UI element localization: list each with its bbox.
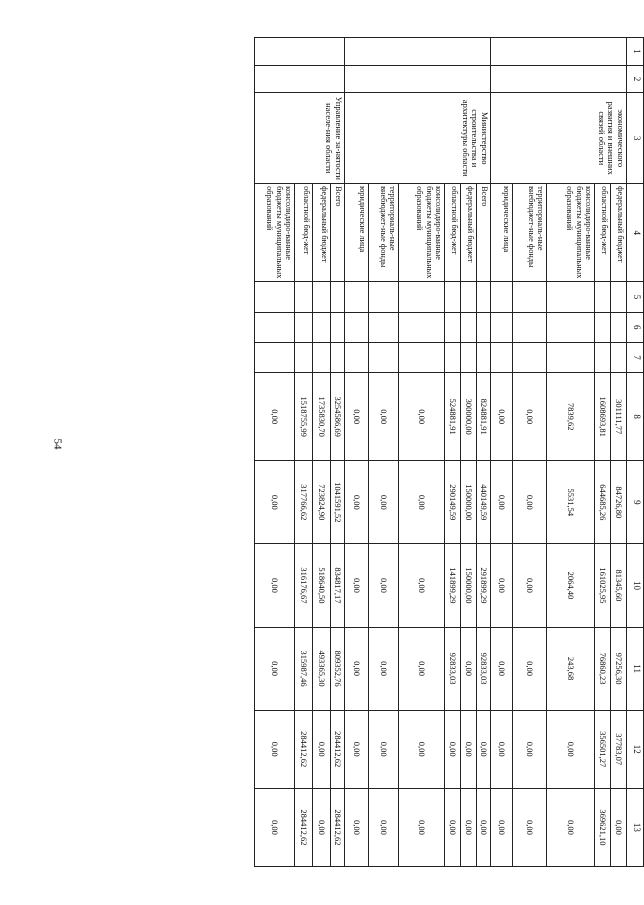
col6-cell [295,312,313,342]
col5-cell [461,282,477,312]
amount-cell: 92833,03 [445,627,461,710]
amount-cell: 0,00 [255,710,295,788]
col6-cell [331,312,345,342]
amount-cell: 0,00 [255,544,295,627]
funding-source-cell: юридические лица [345,184,369,282]
col6-cell [595,312,611,342]
amount-cell: 301111,77 [611,373,627,461]
amount-cell: 0,00 [399,710,445,788]
amount-cell: 824881,91 [477,373,491,461]
funding-source-cell: консолидиро-ванные бюджеты муниципальных образований [399,184,445,282]
amount-cell: 0,00 [399,373,445,461]
column-number-cell: 12 [627,710,644,788]
col5-cell [611,282,627,312]
amount-cell: 0,00 [313,710,331,788]
col2-cell [255,65,345,93]
col6-cell [345,312,369,342]
col5-cell [331,282,345,312]
amount-cell: 0,00 [255,461,295,544]
column-number-cell: 5 [627,282,644,312]
col7-cell [513,342,547,372]
col6-cell [513,312,547,342]
amount-cell: 0,00 [491,373,513,461]
col7-cell [445,342,461,372]
col7-cell [491,342,513,372]
amount-cell: 493365,30 [313,627,331,710]
amount-cell: 0,00 [313,788,331,866]
col7-cell [461,342,477,372]
col7-cell [595,342,611,372]
funding-source-cell: областной бюд-жет [295,184,313,282]
col6-cell [313,312,331,342]
column-number-cell: 7 [627,342,644,372]
amount-cell: 0,00 [255,373,295,461]
column-number-cell: 10 [627,544,644,627]
col7-cell [345,342,369,372]
amount-cell: 356501,27 [595,710,611,788]
amount-cell: 291899,29 [477,544,491,627]
col5-cell [399,282,445,312]
col5-cell [255,282,295,312]
col2-cell [491,65,627,93]
rotated-sheet [112,37,644,867]
col5-cell [345,282,369,312]
col7-cell [399,342,445,372]
col5-cell [513,282,547,312]
amount-cell: 0,00 [513,710,547,788]
col6-cell [547,312,595,342]
amount-cell: 0,00 [369,461,399,544]
org-name-cell: экономического развития и внешних связей области [491,93,627,184]
funding-source-cell: федеральный бюджет [611,184,627,282]
amount-cell: 0,00 [461,627,477,710]
col5-cell [369,282,399,312]
col1-cell [491,38,627,66]
amount-cell: 0,00 [513,544,547,627]
funding-source-cell: территориаль-ные внебюджет-ные фонды [513,184,547,282]
amount-cell: 0,00 [399,788,445,866]
amount-cell: 315987,46 [295,627,313,710]
amount-cell: 0,00 [461,788,477,866]
funding-source-cell: федеральный бюджет [313,184,331,282]
amount-cell: 284412,62 [295,788,313,866]
column-number-row [627,38,644,867]
amount-cell: 0,00 [491,544,513,627]
amount-cell: 161025,95 [595,544,611,627]
amount-cell: 284412,62 [295,710,313,788]
amount-cell: 300000,00 [461,373,477,461]
amount-cell: 1041591,52 [331,461,345,544]
table-row [331,38,345,867]
column-number-cell: 8 [627,373,644,461]
amount-cell: 141899,29 [445,544,461,627]
col7-cell [547,342,595,372]
amount-cell: 1608693,81 [595,373,611,461]
amount-cell: 0,00 [369,544,399,627]
col6-cell [445,312,461,342]
amount-cell: 0,00 [445,710,461,788]
table-rotation-frame [112,37,644,867]
amount-cell: 0,00 [399,544,445,627]
amount-cell: 0,00 [461,710,477,788]
org-name-cell: Управление за-нятости населе-ния области [255,93,345,184]
col7-cell [611,342,627,372]
column-number-cell: 3 [627,93,644,184]
amount-cell: 150000,00 [461,461,477,544]
column-number-cell: 9 [627,461,644,544]
amount-cell: 0,00 [399,627,445,710]
table-row [477,38,491,867]
org-name-cell: Министерство строительства и архитектуры области [345,93,491,184]
amount-cell: 3254586,69 [331,373,345,461]
funding-source-cell: федеральный бюджет [461,184,477,282]
amount-cell: 0,00 [345,788,369,866]
col6-cell [491,312,513,342]
col6-cell [461,312,477,342]
column-number-cell: 2 [627,65,644,93]
amount-cell: 97256,30 [611,627,627,710]
col7-cell [477,342,491,372]
column-number-cell: 13 [627,788,644,866]
amount-cell: 0,00 [369,788,399,866]
budget-table [254,37,644,867]
funding-source-cell: консолидиро-ванные бюджеты муниципальных образований [255,184,295,282]
amount-cell: 243,68 [547,627,595,710]
amount-cell: 0,00 [345,710,369,788]
amount-cell: 0,00 [477,788,491,866]
amount-cell: 0,00 [513,788,547,866]
amount-cell: 0,00 [491,788,513,866]
col6-cell [369,312,399,342]
amount-cell: 7839,62 [547,373,595,461]
table-row [611,38,627,867]
amount-cell: 0,00 [547,788,595,866]
col5-cell [445,282,461,312]
amount-cell: 5531,54 [547,461,595,544]
column-number-cell: 11 [627,627,644,710]
col5-cell [491,282,513,312]
amount-cell: 150000,00 [461,544,477,627]
amount-cell: 524881,91 [445,373,461,461]
amount-cell: 0,00 [513,373,547,461]
amount-cell: 723824,90 [313,461,331,544]
amount-cell: 0,00 [345,373,369,461]
column-number-cell: 4 [627,184,644,282]
col1-cell [345,38,491,66]
col5-cell [313,282,331,312]
amount-cell: 0,00 [513,461,547,544]
amount-cell: 0,00 [369,373,399,461]
amount-cell: 518640,50 [313,544,331,627]
col7-cell [331,342,345,372]
col5-cell [477,282,491,312]
funding-source-cell: юридические лица [491,184,513,282]
col6-cell [611,312,627,342]
amount-cell: 2064,40 [547,544,595,627]
amount-cell: 0,00 [369,627,399,710]
amount-cell: 440149,59 [477,461,491,544]
funding-source-cell: областной бюд-жет [595,184,611,282]
amount-cell: 0,00 [491,461,513,544]
col5-cell [295,282,313,312]
col7-cell [369,342,399,372]
table-body [255,38,644,867]
amount-cell: 316176,67 [295,544,313,627]
col7-cell [313,342,331,372]
amount-cell: 0,00 [345,544,369,627]
col6-cell [399,312,445,342]
amount-cell: 0,00 [611,788,627,866]
amount-cell: 290149,59 [445,461,461,544]
col6-cell [477,312,491,342]
amount-cell: 37783,07 [611,710,627,788]
amount-cell: 0,00 [491,710,513,788]
amount-cell: 0,00 [369,710,399,788]
amount-cell: 76860,23 [595,627,611,710]
col6-cell [255,312,295,342]
column-number-cell: 1 [627,38,644,66]
amount-cell: 644685,26 [595,461,611,544]
page-number: 54 [51,438,64,450]
amount-cell: 1735830,70 [313,373,331,461]
funding-source-cell: Всего [477,184,491,282]
amount-cell: 809352,76 [331,627,345,710]
amount-cell: 284412,62 [331,788,345,866]
amount-cell: 0,00 [547,710,595,788]
column-number-cell: 6 [627,312,644,342]
amount-cell: 0,00 [491,627,513,710]
col7-cell [255,342,295,372]
amount-cell: 0,00 [255,627,295,710]
col5-cell [547,282,595,312]
col1-cell [255,38,345,66]
funding-source-cell: консолидиро-ванные бюджеты муниципальных образований [547,184,595,282]
amount-cell: 0,00 [399,461,445,544]
amount-cell: 0,00 [345,461,369,544]
amount-cell: 0,00 [345,627,369,710]
col2-cell [345,65,491,93]
amount-cell: 284412,62 [331,710,345,788]
amount-cell: 1518755,99 [295,373,313,461]
amount-cell: 0,00 [513,627,547,710]
amount-cell: 0,00 [445,788,461,866]
col5-cell [595,282,611,312]
amount-cell: 369621,10 [595,788,611,866]
funding-source-cell: областной бюд-жет [445,184,461,282]
amount-cell: 81345,60 [611,544,627,627]
funding-source-cell: Всего [331,184,345,282]
amount-cell: 92833,03 [477,627,491,710]
amount-cell: 834817,17 [331,544,345,627]
col7-cell [295,342,313,372]
amount-cell: 317766,62 [295,461,313,544]
amount-cell: 0,00 [477,710,491,788]
amount-cell: 0,00 [255,788,295,866]
amount-cell: 84726,80 [611,461,627,544]
funding-source-cell: территориаль-ные внебюджет-ные фонды [369,184,399,282]
